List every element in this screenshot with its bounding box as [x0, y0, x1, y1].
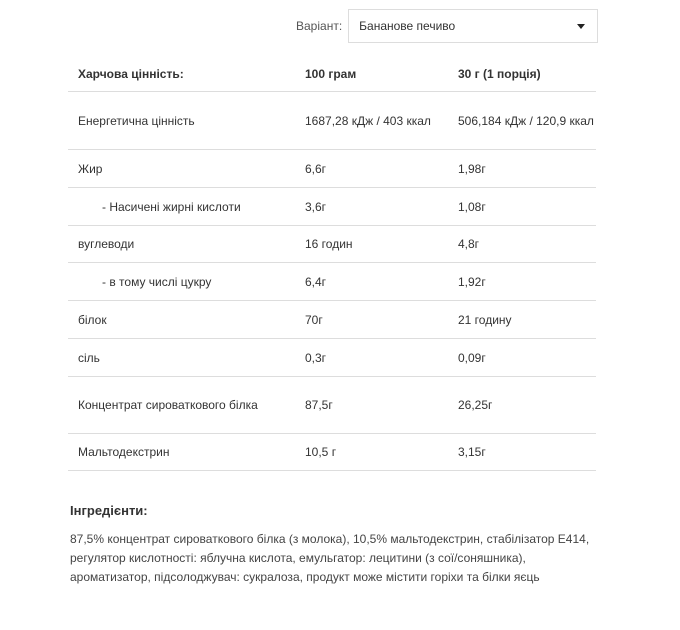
row-value-30g: 1,98г: [448, 150, 596, 188]
row-value-100g: 6,4г: [295, 263, 448, 301]
row-value-30g: 4,8г: [448, 226, 596, 263]
ingredients-title: Інгредієнти:: [70, 503, 148, 518]
row-value-30g: 21 годину: [448, 301, 596, 339]
header-30g: 30 г (1 порція): [448, 57, 596, 92]
row-value-100g: 16 годин: [295, 226, 448, 263]
row-name: Концентрат сироваткового білка: [68, 377, 295, 434]
table-row: [68, 434, 596, 471]
row-value-30g: 506,184 кДж / 120,9 ккал: [448, 92, 596, 150]
row-value-30g: 3,15г: [448, 434, 596, 471]
row-value-30g: 1,08г: [448, 188, 596, 226]
nutrition-table: [68, 57, 596, 471]
row-value-100g: 3,6г: [295, 188, 448, 226]
table-row: [68, 150, 596, 188]
table-row: [68, 188, 596, 226]
table-row: [68, 226, 596, 263]
row-value-100g: 0,3г: [295, 339, 448, 377]
table-row: [68, 92, 596, 150]
variant-selected-value: Бананове печиво: [359, 19, 456, 33]
row-value-100g: 70г: [295, 301, 448, 339]
row-value-100g: 1687,28 кДж / 403 ккал: [295, 92, 448, 150]
row-name: - в тому числі цукру: [68, 263, 295, 301]
row-name: білок: [68, 301, 295, 339]
ingredients-text: 87,5% концентрат сироваткового білка (з молока), 10,5% мальтодекстрин, стабілізатор Е414, регулятор кислотності: яблучна кислота, емульгатор: лецитини (з сої/соняшника), ароматизатор, підсолоджувач: сукралоза, продукт може містити горіхи та білки яєць: [70, 532, 590, 584]
row-name: Мальтодекстрин: [68, 434, 295, 471]
variant-select[interactable]: [349, 9, 598, 43]
row-name: Жир: [68, 150, 295, 188]
row-name: - Насичені жирні кислоти: [68, 188, 295, 226]
row-value-30g: 1,92г: [448, 263, 596, 301]
row-value-100g: 87,5г: [295, 377, 448, 434]
table-row: [68, 301, 596, 339]
row-value-100g: 10,5 г: [295, 434, 448, 471]
row-value-100g: 6,6г: [295, 150, 448, 188]
table-row: [68, 377, 596, 434]
row-value-30g: 0,09г: [448, 339, 596, 377]
row-name: Енергетична цінність: [68, 92, 295, 150]
variant-selector: [290, 9, 598, 43]
table-row: [68, 263, 596, 301]
row-value-30g: 26,25г: [448, 377, 596, 434]
table-header-row: [68, 57, 596, 92]
row-name: сіль: [68, 339, 295, 377]
table-row: [68, 339, 596, 377]
row-name: вуглеводи: [68, 226, 295, 263]
header-100g: 100 грам: [295, 57, 448, 92]
caret-down-icon: [577, 24, 585, 29]
variant-label: Варіант:: [296, 19, 343, 33]
header-nutrition: Харчова цінність:: [68, 57, 295, 92]
